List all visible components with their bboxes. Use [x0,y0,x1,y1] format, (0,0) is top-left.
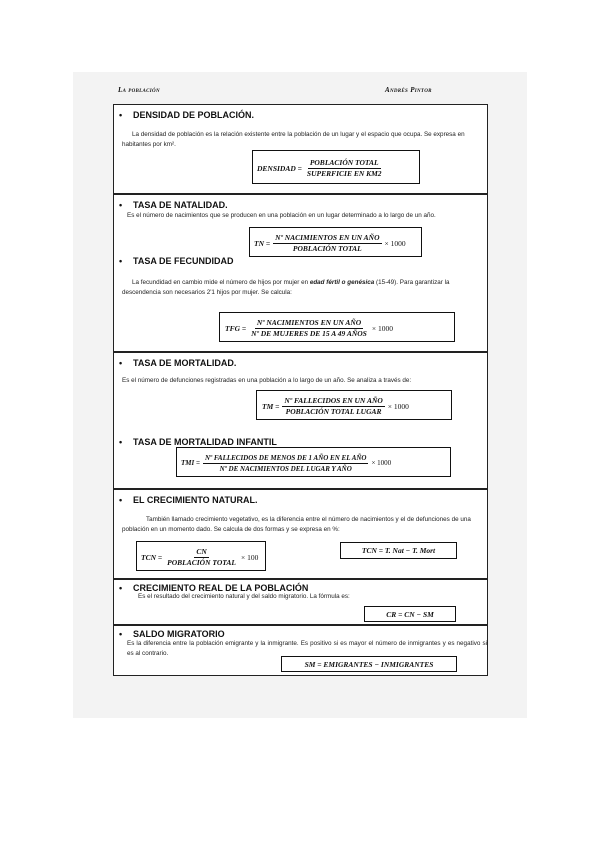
section-text: También llamado crecimiento vegetativo, es la diferencia entre el número de nacimientos y el de defunciones de una población en un momento dado. Se calcula de dos formas y se expresa en %: [122,516,471,533]
section-title: • TASA DE MORTALIDAD INFANTIL [119,437,277,447]
section-title: • EL CRECIMIENTO NATURAL. [119,495,258,505]
migration-formula: SM = EMIGRANTES − INMIGRANTES [281,656,457,672]
header-left: La población [118,86,160,94]
section-title: • TASA DE NATALIDAD. [119,200,228,210]
section-natural-growth [113,489,488,579]
section-text: Es el número de nacimientos que se producen en una población en un lugar determinado a lo largo de un año. [127,212,436,219]
real-growth-formula: CR = CN − SM [364,606,456,622]
section-title: • TASA DE FECUNDIDAD [119,256,234,266]
section-text: La fecundidad en cambio mide el número de hijos por mujer en edad fértil o genésica (15-49). Para garantizar la descendencia son necesarios 2'1 hijos por mujer. Se calcula: [122,279,450,296]
section-migration [113,625,488,676]
section-text: Es el número de defunciones registradas en una población a lo largo de un año. Se analiza a través de: [122,377,412,384]
header-right: Andrés Pintor [385,86,432,94]
natality-formula: TN = $\frac{\text{Nº NACIMIENTOS EN UN AÑO}}{\text{POBLACIÓN TOTAL}}$ × 1000 [249,227,422,257]
section-title: • DENSIDAD DE POBLACIÓN. [119,110,255,120]
natural-growth-formula-2: TCN = T. Nat − T. Mort [340,542,457,559]
section-text: Es el resultado del crecimiento natural y del saldo migratorio. La fórmula es: [138,593,350,600]
section-text: La densidad de población es la relación existente entre la población de un lugar y el espacio que ocupa. Se expresa en habitantes por km². [122,131,465,148]
natural-growth-formula-1: TCN = $\frac{CN}{\text{POBLACIÓN TOTAL}}$ × 100 [136,541,266,571]
section-title: • TASA DE MORTALIDAD. [119,358,237,368]
section-real-growth [113,579,488,625]
mortality-formula: TM = $\frac{\text{Nº FALLECIDOS EN UN AÑO}}{\text{POBLACIÓN TOTAL LUGAR}}$ × 1000 [256,390,452,420]
section-mortality [113,352,488,489]
section-text: Es la diferencia entre la población emigrante y la inmigrante. Es positivo si es mayor el número de inmigrantes y es negativo si es al contrario. [127,640,487,657]
infant-formula: TMI = $\frac{\text{Nº FALLECIDOS DE MENOS DE 1 AÑO EN EL AÑO}}{\text{Nº DE NACIMIENTOS DEL LUGAR Y AÑO}}$ × 1000 [176,447,451,477]
section-natality [113,194,488,352]
section-title: • CRECIMIENTO REAL DE LA POBLACIÓN [119,583,309,593]
fertility-formula: TFG = $\frac{\text{Nº NACIMIENTOS EN UN AÑO}}{\text{Nº DE MUJERES DE 15 A 49 AÑOS}}$ × 1000 [219,312,455,342]
section-density [113,104,488,194]
section-title: • SALDO MIGRATORIO [119,629,225,639]
density-formula: DENSIDAD = $\frac{\text{POBLACIÓN TOTAL}}{\text{SUPERFICIE EN KM2}}$ [252,150,420,184]
